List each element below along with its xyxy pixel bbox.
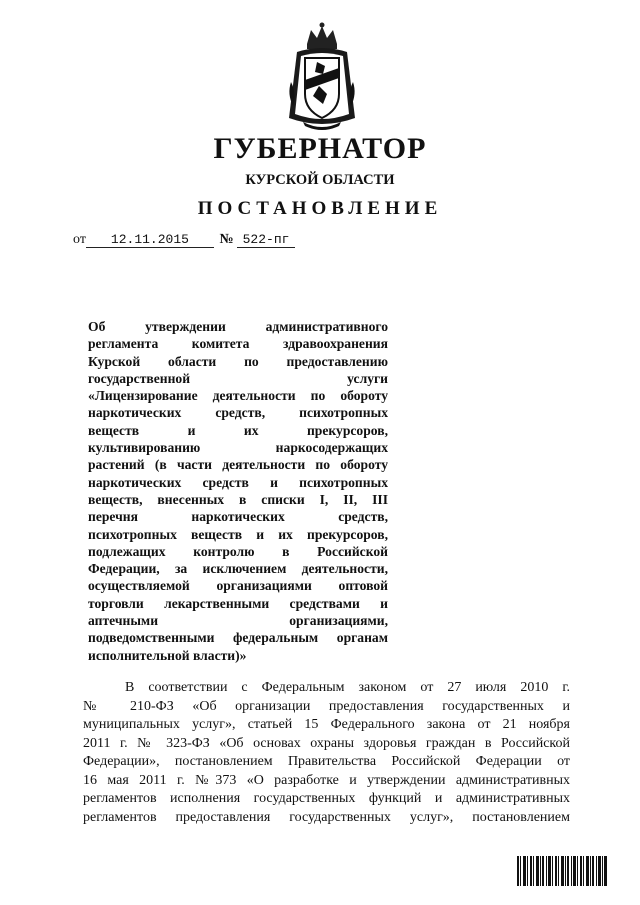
from-label: от bbox=[73, 232, 86, 247]
authority-title: ГУБЕРНАТОР bbox=[213, 132, 427, 165]
date-number-line bbox=[73, 232, 295, 248]
body-line: Федерации», постановлением Правительства Российской Федерации от bbox=[83, 754, 570, 769]
body-line: регламентов исполнения государственных функций и административных bbox=[83, 791, 570, 806]
subject-line: наркотических средств и психотропных bbox=[88, 474, 388, 490]
subject-line: подведомственными федеральным органам bbox=[88, 630, 388, 646]
document-body bbox=[83, 679, 570, 827]
subject-line: подлежащих контролю в Российской bbox=[88, 543, 388, 559]
subject-line: растений (в части деятельности по обороту bbox=[88, 457, 388, 473]
subject-line: Об утверждении административного bbox=[88, 319, 388, 334]
subject-line: психотропных веществ и их прекурсоров, bbox=[88, 526, 388, 542]
region-title: КУРСКОЙ ОБЛАСТИ bbox=[245, 172, 395, 188]
subject-line: осуществляемой организациями оптовой bbox=[88, 578, 388, 594]
subject-line: веществ, внесенных в списки I, II, III bbox=[88, 491, 388, 507]
subject-line: наркотических средств, психотропных bbox=[88, 405, 388, 421]
body-line: муниципальных услуг», статьей 15 Федерального закона от 21 ноября bbox=[83, 717, 570, 732]
document-type-title: ПОСТАНОВЛЕНИЕ bbox=[197, 198, 443, 219]
subject-line: исполнительной власти)» bbox=[88, 647, 247, 663]
body-line: регламентов предоставления государственных услуг», постановлением bbox=[83, 809, 570, 825]
body-line: 2011 г. № 323-ФЗ «Об основах охраны здоровья граждан в Российской bbox=[83, 735, 570, 751]
document-date: 12.11.2015 bbox=[86, 233, 214, 248]
coat-of-arms-emblem bbox=[283, 22, 361, 132]
subject-line: Курской области по предоставлению bbox=[88, 353, 388, 369]
subject-line: «Лицензирование деятельности по обороту bbox=[88, 388, 388, 404]
body-line: 16 мая 2011 г. №373 «О разработке и утверждении административных bbox=[83, 772, 570, 788]
subject-line: торговли лекарственными средствами и bbox=[88, 595, 388, 611]
subject-line: регламента комитета здравоохранения bbox=[88, 336, 388, 352]
subject-line: веществ и их прекурсоров, bbox=[88, 422, 388, 438]
document-subject bbox=[88, 318, 388, 664]
subject-line: культивированию наркосодержащих bbox=[88, 440, 388, 456]
barcode-icon bbox=[517, 856, 607, 886]
subject-line: перечня наркотических средств, bbox=[88, 509, 388, 525]
body-line: В соответствии с Федеральным законом от 27 июля 2010 г. bbox=[125, 680, 570, 695]
number-label: № bbox=[219, 232, 234, 247]
subject-line: государственной услуги bbox=[88, 370, 388, 386]
document-number: 522-пг bbox=[237, 233, 295, 248]
subject-line: аптечными организациями, bbox=[88, 613, 388, 629]
subject-line: Федерации, за исключением деятельности, bbox=[88, 561, 388, 577]
body-line: № 210-ФЗ «Об организации предоставления государственных и bbox=[83, 698, 570, 714]
